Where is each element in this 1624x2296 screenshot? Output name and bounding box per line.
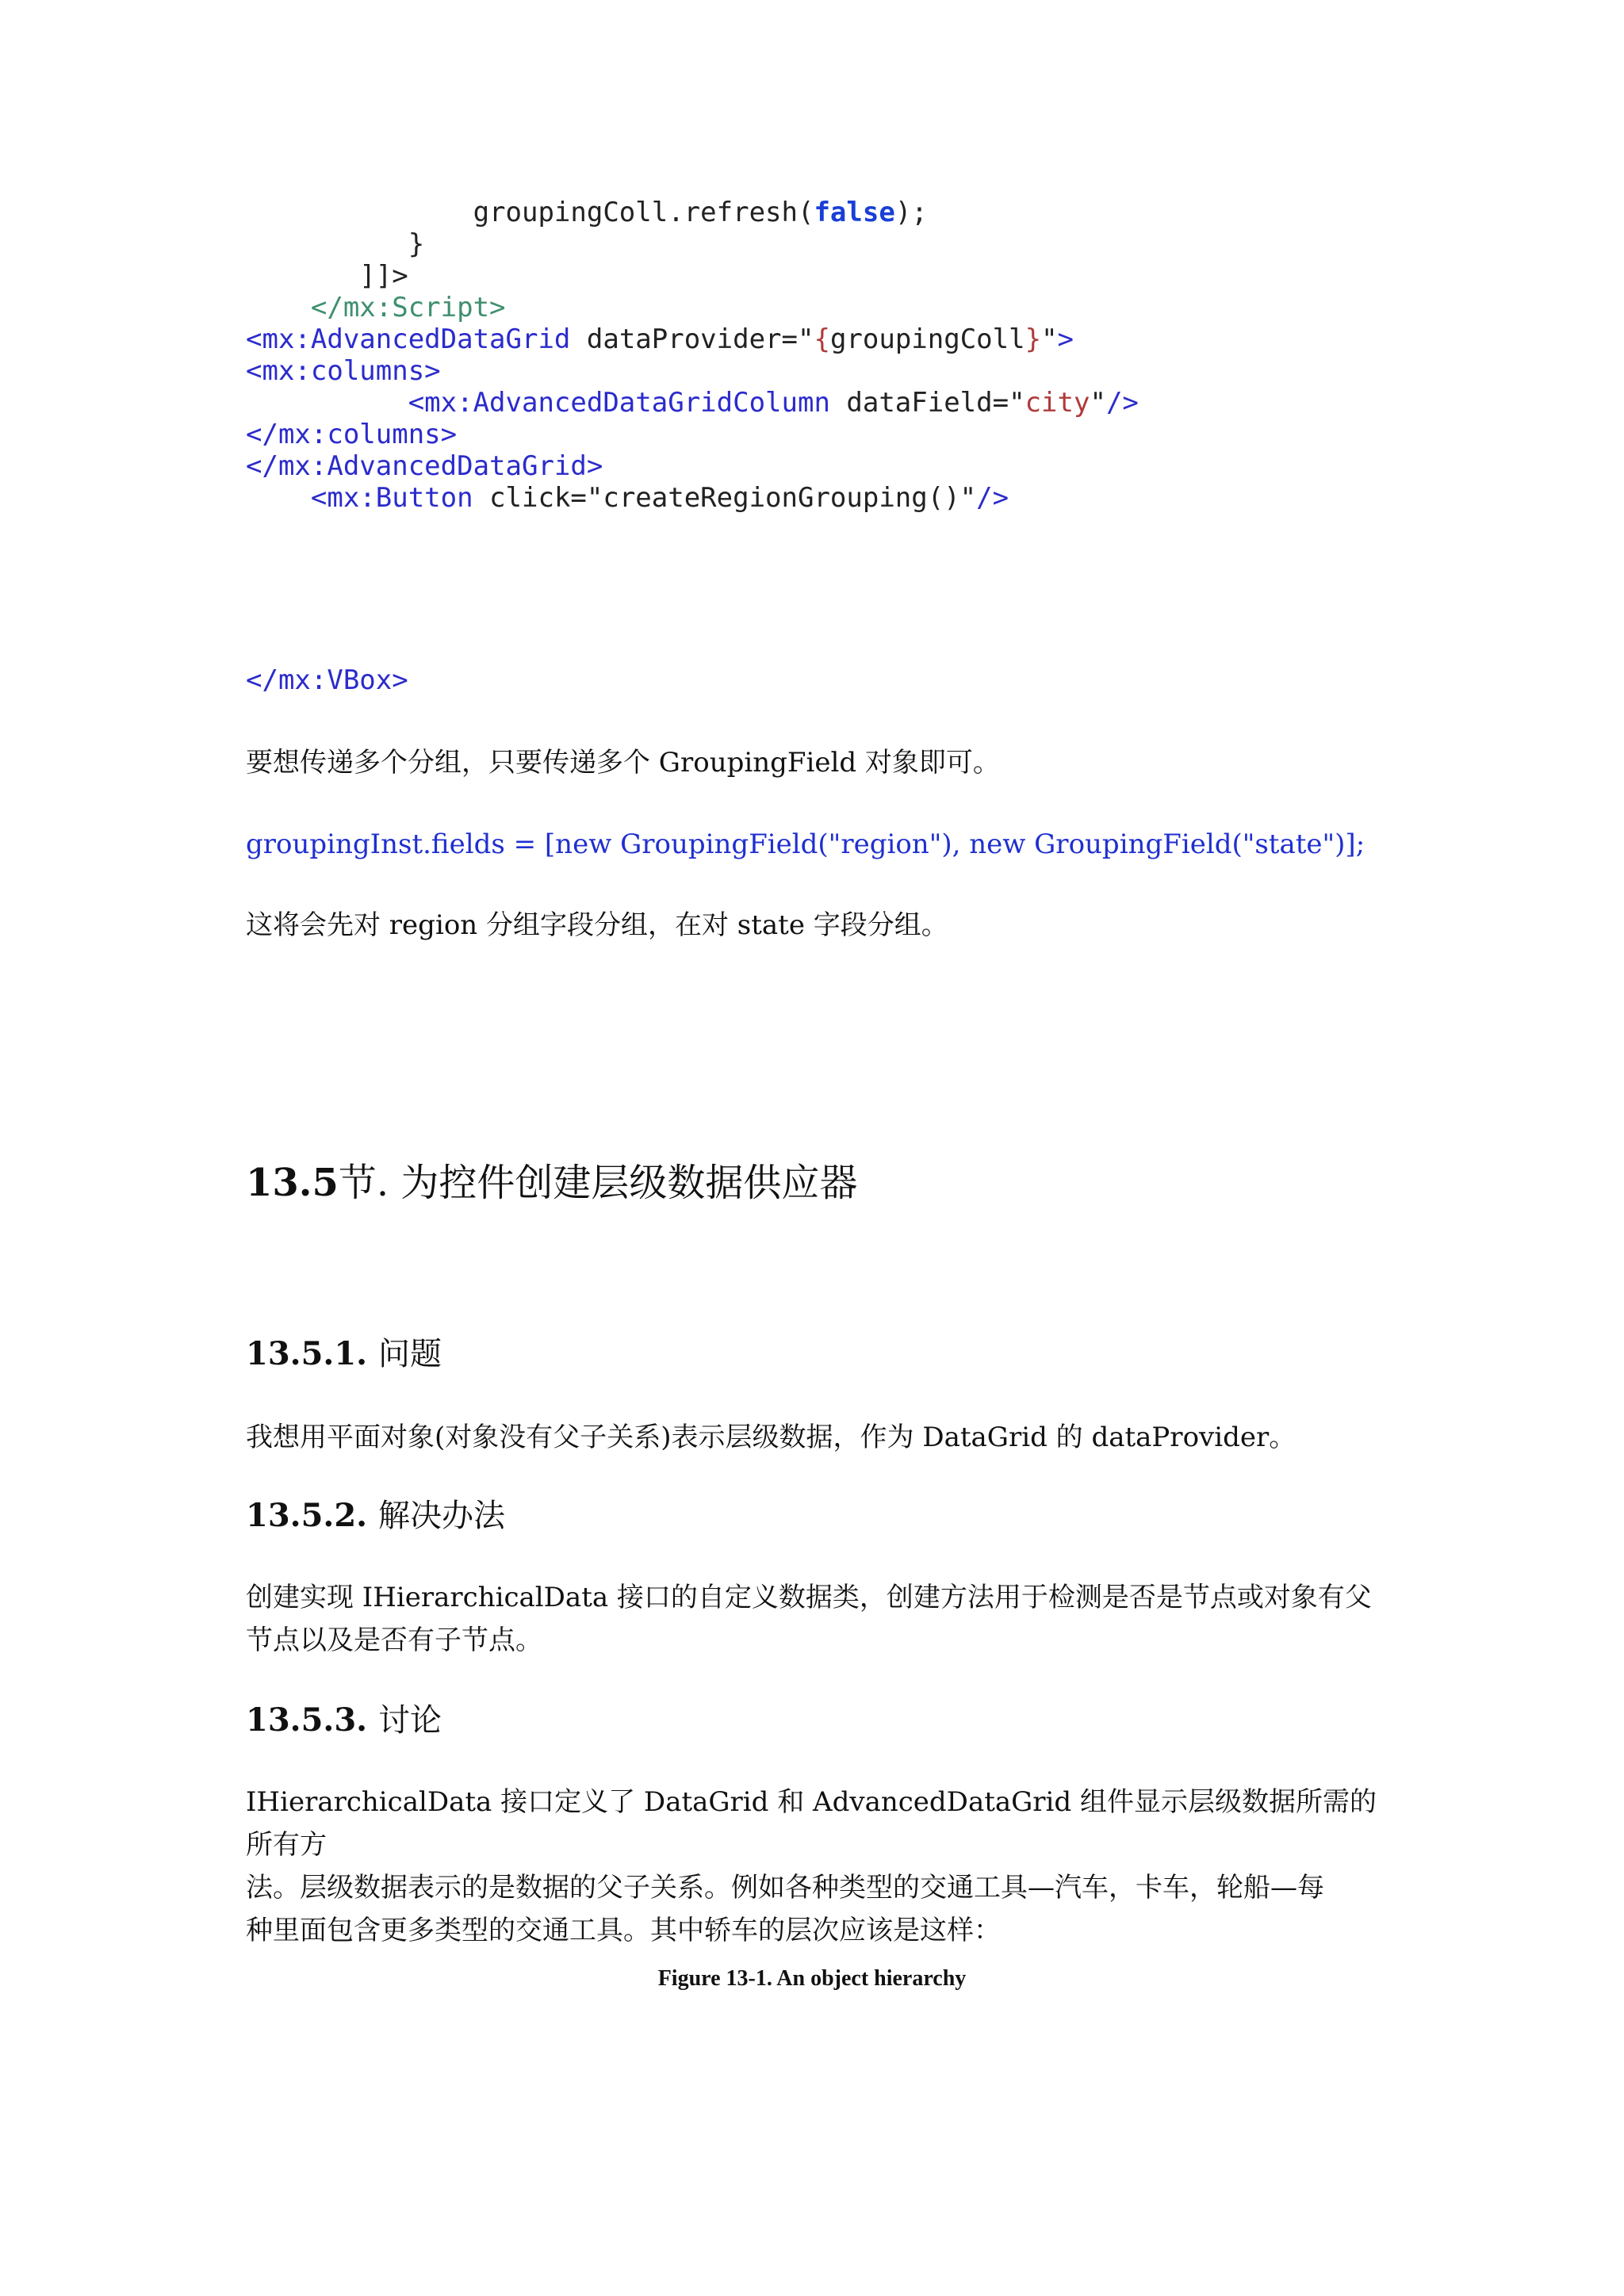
subsection-number: 13.5.3.	[246, 1701, 368, 1739]
section-number: 13.5	[246, 1161, 339, 1205]
code-line	[246, 260, 1139, 292]
subsection-number: 13.5.2.	[246, 1497, 368, 1534]
code-line	[246, 419, 1139, 450]
code-token: >	[1057, 323, 1074, 355]
code-token: </mx:Script>	[310, 292, 506, 323]
subsection-heading-problem	[246, 1334, 442, 1375]
subsection-heading-discussion	[246, 1700, 442, 1741]
code-token: />	[976, 482, 1009, 514]
code-token: <mx:columns>	[246, 355, 441, 387]
subsection-heading-solution	[246, 1495, 505, 1536]
code-line	[246, 197, 1139, 228]
code-token: {	[814, 323, 830, 355]
code-line	[246, 355, 1139, 387]
paragraph-multiple-grouping: 要想传递多个分组，只要传递多个 GroupingField 对象即可。	[246, 747, 1000, 779]
figure-caption: Figure 13-1. An object hierarchy	[657, 1966, 967, 1991]
code-token: "	[1090, 387, 1106, 419]
code-token: "	[1041, 323, 1058, 355]
subsection-title: 解决办法	[378, 1498, 506, 1534]
code-token: false	[814, 197, 895, 228]
code-token: );	[894, 197, 928, 228]
code-token: click="createRegionGrouping()"	[473, 482, 977, 514]
code-token: groupingColl	[829, 323, 1025, 355]
code-line-vbox-close	[246, 664, 408, 696]
code-line	[246, 323, 1139, 355]
discussion-line-3: 种里面包含更多类型的交通工具。其中轿车的层次应该是这样：	[246, 1915, 1001, 1946]
section-heading-13-5	[246, 1159, 857, 1207]
code-block	[246, 197, 1139, 514]
paragraph-solution	[246, 1576, 1388, 1662]
section-title: 节. 为控件创建层级数据供应器	[338, 1161, 858, 1205]
paragraph-problem: 我想用平面对象(对象没有父子关系)表示层级数据，作为 DataGrid 的 dataProvider。	[246, 1422, 1297, 1453]
paragraph-discussion	[246, 1781, 1388, 1952]
code-token: <mx:Button	[310, 482, 473, 514]
code-token: dataProvider="	[570, 323, 814, 355]
inline-code-grouping-fields: groupingInst.fields = [new GroupingField("region"), new GroupingField("state")];	[246, 828, 1365, 860]
solution-line-1: 创建实现 IHierarchicalData 接口的自定义数据类，创建方法用于检测是否是节点或对象有父	[246, 1582, 1372, 1613]
code-token: dataField="	[829, 387, 1025, 419]
code-token: />	[1105, 387, 1139, 419]
code-line	[246, 228, 1139, 260]
discussion-line-1: IHierarchicalData 接口定义了 DataGrid 和 AdvancedDataGrid 组件显示层级数据所需的所有方	[246, 1786, 1377, 1861]
code-token: <mx:AdvancedDataGridColumn	[408, 387, 830, 419]
code-token: }	[408, 228, 425, 260]
subsection-number: 13.5.1.	[246, 1335, 368, 1372]
solution-line-2: 节点以及是否有子节点。	[246, 1624, 542, 1656]
code-token: </mx:AdvancedDataGrid>	[246, 450, 603, 482]
discussion-line-2: 法。层级数据表示的是数据的父子关系。例如各种类型的交通工具—汽车，卡车，轮船—每	[246, 1872, 1324, 1904]
code-token: </mx:columns>	[246, 419, 458, 450]
code-token: groupingColl.refresh(	[473, 197, 814, 228]
subsection-title: 问题	[378, 1336, 442, 1372]
code-line	[246, 450, 1139, 482]
code-vbox-tag: </mx:VBox>	[246, 664, 408, 696]
code-line	[246, 387, 1139, 419]
subsection-title: 讨论	[378, 1702, 442, 1739]
code-token: <mx:AdvancedDataGrid	[246, 323, 571, 355]
code-line	[246, 292, 1139, 323]
code-token: city	[1025, 387, 1090, 419]
code-token: ]]>	[359, 260, 408, 292]
code-token: }	[1025, 323, 1042, 355]
code-line	[246, 482, 1139, 514]
paragraph-grouping-order: 这将会先对 region 分组字段分组，在对 state 字段分组。	[246, 909, 948, 941]
